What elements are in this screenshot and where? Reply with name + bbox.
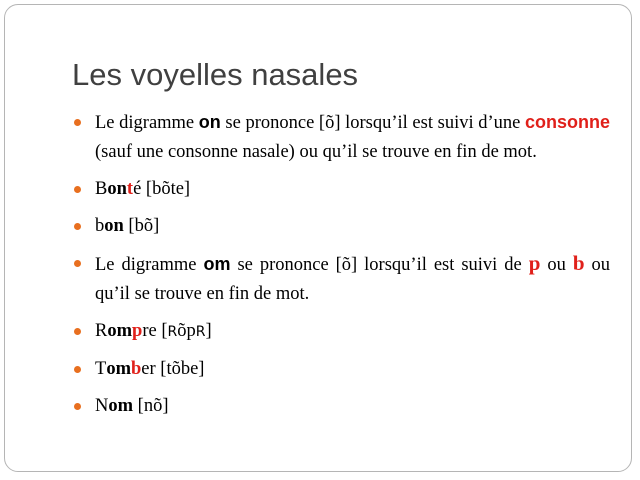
example-letter: re	[142, 321, 157, 341]
example-next-letter: t	[126, 179, 134, 199]
example-digram: om	[108, 396, 134, 416]
example-nom	[72, 392, 610, 421]
example-digram: on	[107, 179, 127, 199]
digram-om: om	[203, 254, 231, 274]
example-tomber	[72, 355, 610, 384]
ipa-uvular-r: R	[195, 324, 206, 340]
example-ipa: [bõte]	[141, 179, 191, 199]
example-ipa: [bõ]	[123, 216, 160, 236]
example-ipa: [tõbe]	[155, 359, 205, 379]
example-digram: on	[104, 216, 124, 236]
slide	[4, 4, 632, 472]
example-next-letter: b	[130, 359, 142, 379]
keyword-consonne: consonne	[524, 112, 610, 132]
example-ipa: [	[156, 321, 168, 341]
example-digram: om	[106, 359, 131, 379]
ipa-uvular-r: R	[167, 324, 178, 340]
example-letter: N	[95, 396, 109, 416]
bullet-list	[72, 108, 610, 421]
rule-text: se prononce [õ] lorsqu’il est suivi de	[230, 255, 529, 275]
rule-text: (sauf une consonne nasale) ou qu’il se trouve en fin de mot.	[95, 142, 537, 162]
example-letter: er	[141, 359, 156, 379]
example-ipa: [nõ]	[133, 396, 169, 416]
example-letter: B	[95, 179, 108, 199]
example-digram: om	[107, 321, 133, 341]
example-ipa: õp	[177, 321, 196, 341]
rule-text: Le digramme	[95, 113, 199, 133]
letter-p: p	[528, 251, 541, 275]
example-letter: R	[95, 321, 108, 341]
rule-text: Le digramme	[95, 255, 204, 275]
bullet-rule-on	[72, 108, 610, 167]
rule-text: ou	[540, 255, 573, 275]
digram-on: on	[198, 112, 221, 132]
rule-text: se prononce [õ] lorsqu’il est suivi d’une	[220, 113, 525, 133]
slide-title: Les voyelles nasales	[72, 57, 359, 92]
example-bon	[72, 212, 610, 241]
example-ipa: ]	[205, 321, 212, 341]
bullet-rule-om	[72, 249, 610, 309]
example-letter: é	[133, 179, 142, 199]
rule-text: ou qu’il se trouve en fin de mot.	[95, 255, 611, 304]
example-rompre	[72, 317, 610, 347]
example-next-letter: p	[132, 321, 143, 341]
example-letter: T	[95, 359, 107, 379]
example-bonte	[72, 175, 610, 204]
example-letter: b	[95, 216, 105, 236]
letter-b: b	[572, 251, 585, 275]
